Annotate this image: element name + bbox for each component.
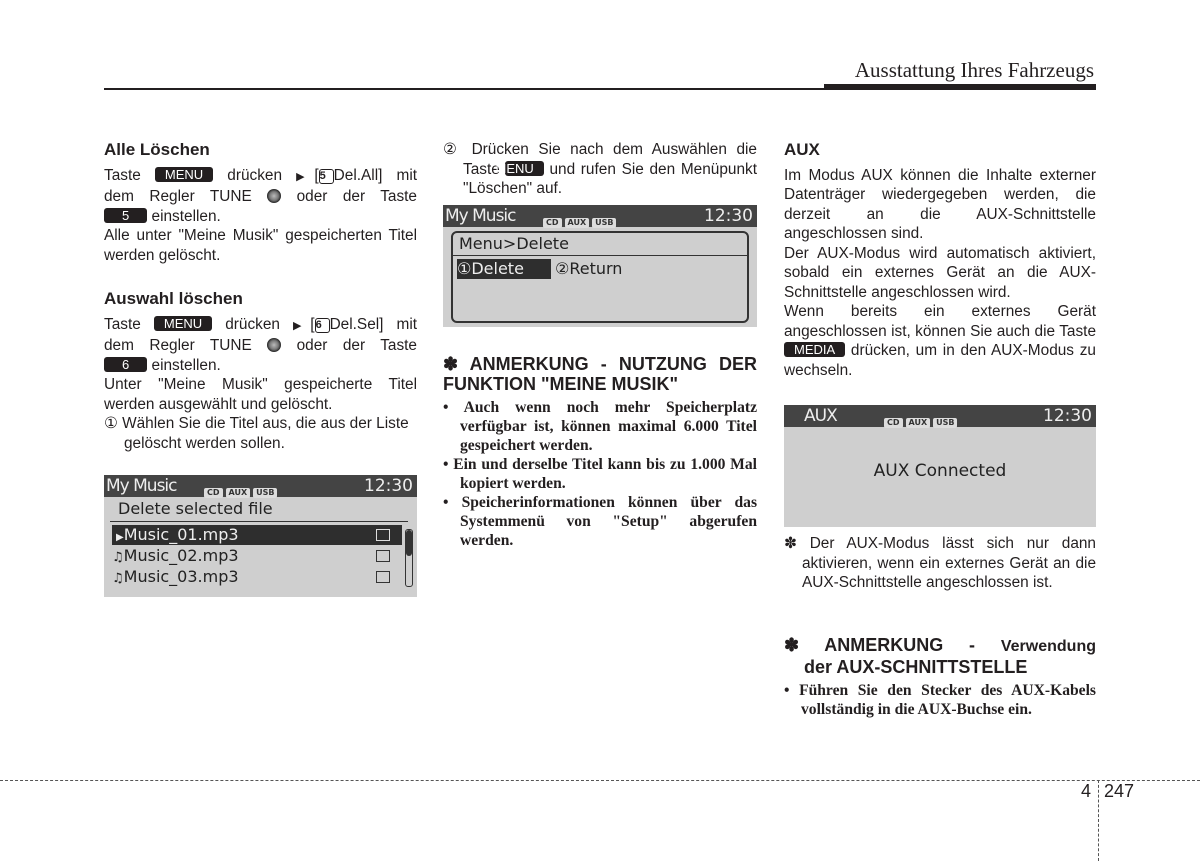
cd-badge: CD: [884, 418, 903, 428]
music-note-icon: ♫: [112, 571, 124, 586]
text: [: [314, 166, 319, 184]
aux-badge: AUX: [906, 418, 931, 428]
scrollbar[interactable]: [405, 529, 413, 587]
text: und rufen Sie den Menüpunkt "Löschen" auf.: [463, 160, 758, 197]
text: drücken: [227, 166, 283, 184]
key-5: 5: [104, 208, 147, 223]
tune-knob-icon: [267, 189, 281, 203]
source-badges: [543, 210, 619, 229]
scrollbar-thumb[interactable]: [406, 530, 412, 556]
running-header: Ausstattung Ihres Fahrzeugs: [854, 58, 1094, 82]
note-title: ANMERKUNG - NUTZUNG DER FUNKTION "MEINE MUSIK": [443, 354, 757, 394]
footnote: [784, 534, 1096, 593]
list-item[interactable]: [112, 567, 402, 587]
cd-badge: CD: [204, 488, 223, 498]
footer-dashed-divider: [1098, 780, 1099, 861]
screen-title-rule: [110, 521, 408, 522]
checkbox[interactable]: [376, 529, 390, 541]
number-6-icon: 6: [315, 318, 330, 333]
column-1: [104, 140, 417, 453]
paragraph-alle-loeschen-4: Alle unter "Meine Musik" gespeicherten Titel werden gelöscht.: [104, 227, 417, 264]
note-heading-line-2: der AUX-SCHNITTSTELLE: [804, 657, 1028, 677]
source-badges: [884, 410, 960, 429]
text: einstellen.: [151, 356, 221, 374]
delete-option[interactable]: [457, 259, 551, 279]
paragraph-alle-loeschen-1: [104, 166, 417, 188]
screen-status-bar: [784, 405, 1096, 427]
note-aux-schnittstelle: [784, 635, 1096, 719]
usb-badge: USB: [253, 488, 277, 498]
bullet-item: • Führen Sie den Stecker des AUX-Kabels vollständig in die AUX-Buchse ein.: [784, 682, 1096, 718]
option-label: Return: [569, 259, 623, 278]
screen-app-title: My Music: [106, 476, 177, 496]
dialog-path: Menu>Delete: [459, 234, 569, 253]
step-1-number: ①: [104, 415, 118, 432]
heading-auswahl-loeschen: Auswahl löschen: [104, 289, 243, 308]
paragraph-alle-loeschen-3: [104, 207, 417, 227]
right-triangle-icon: ▶: [293, 319, 311, 332]
screen-clock: 12:30: [364, 476, 413, 496]
paragraph-auswahl-3: [104, 356, 417, 376]
list-item[interactable]: [112, 546, 402, 566]
return-option[interactable]: [555, 259, 622, 279]
screen-status-bar: [443, 205, 757, 227]
header-tab: [824, 84, 1096, 90]
aux-footnote: [784, 534, 1096, 593]
cursor-triangle-icon: ▶: [116, 532, 124, 543]
checkbox[interactable]: [376, 571, 390, 583]
section-number: 4: [1081, 781, 1092, 801]
menu-key: MENU: [154, 316, 212, 331]
file-name: Music_02.mp3: [123, 546, 239, 565]
screen-menu-delete: [443, 205, 757, 327]
source-badges: [204, 480, 280, 499]
paragraph-auswahl-2: [104, 336, 417, 356]
screen-delete-selected-file: [104, 475, 417, 597]
note-subtitle: Verwendung: [1000, 638, 1096, 655]
text: drücken, um in den AUX-Modus zu wechseln.: [784, 342, 1096, 379]
text: [: [310, 315, 315, 333]
note-bullets: [784, 681, 1096, 719]
aux-badge: AUX: [226, 488, 251, 498]
usb-badge: USB: [933, 418, 957, 428]
bullet-item: • Speicherinformationen können über das Systemmenü von "Setup" abgerufen werden.: [443, 494, 758, 549]
note-heading: [443, 354, 757, 394]
step-1: [104, 414, 417, 453]
step-2: [443, 140, 757, 199]
list-item[interactable]: [112, 525, 402, 545]
aux-status-message: AUX Connected: [873, 461, 1007, 481]
usb-badge: USB: [592, 218, 616, 228]
menu-key: MENU: [505, 161, 543, 176]
text: Taste: [104, 315, 141, 333]
aux-badge: AUX: [565, 218, 590, 228]
note-meine-musik: [443, 354, 757, 550]
paragraph-alle-loeschen-2: [104, 187, 417, 207]
footnote-text: Der AUX-Modus lässt sich nur dann aktivieren, wenn ein externes Gerät an die AUX-Schnittstelle angeschlossen ist.: [802, 535, 1096, 591]
paragraph-auswahl-1: [104, 315, 417, 337]
note-title: ANMERKUNG -: [824, 635, 976, 655]
option-2-number: ②: [555, 259, 570, 278]
bullet-text: Speicherinformationen können über das Systemmenü von "Setup" abgerufen werden.: [460, 494, 758, 549]
note-heading: [784, 635, 1096, 657]
text: oder der Taste: [296, 188, 417, 205]
paragraph-aux-2: Der AUX-Modus wird automatisch aktiviert, sobald ein externes Gerät an die AUX-Schnittstelle angeschlossen wird.: [784, 244, 1096, 301]
bullet-item: • Ein und derselbe Titel kann bis zu 1.000 Mal kopiert werden.: [443, 456, 757, 492]
screen-app-title: AUX: [804, 406, 837, 426]
text: dem Regler TUNE: [104, 337, 252, 354]
music-note-icon: ♫: [112, 550, 124, 565]
text: Drücken Sie nach dem Auswählen die Taste: [463, 141, 757, 178]
right-triangle-icon: ▶: [296, 170, 315, 183]
bullet-text: Führen Sie den Stecker des AUX-Kabels vollständig in die AUX-Buchse ein.: [799, 682, 1096, 718]
text: oder der Taste: [296, 337, 417, 354]
text: Taste: [104, 166, 141, 184]
paragraph-aux-3: [784, 302, 1096, 380]
column-2: [443, 140, 757, 199]
text: einstellen.: [151, 207, 221, 225]
option-label: Delete: [471, 259, 524, 278]
column-3: [784, 140, 1096, 380]
text: dem Regler TUNE: [104, 188, 252, 205]
screen-app-title: My Music: [445, 206, 516, 226]
tune-knob-icon: [267, 338, 281, 352]
text: drücken: [225, 315, 280, 333]
asterisk-icon: ✽: [443, 354, 459, 374]
file-name: Music_03.mp3: [123, 567, 239, 586]
asterisk-icon: ✽: [784, 535, 797, 552]
bullet-item: • Auch wenn noch mehr Speicherplatz verfügbar ist, können maximal 6.000 Titel gespeichert werden.: [443, 399, 757, 454]
screen-clock: 12:30: [704, 206, 753, 226]
screen-heading: Delete selected file: [118, 499, 273, 518]
paragraph-auswahl-4: Unter "Meine Musik" gespeicherte Titel werden ausgewählt und gelöscht.: [104, 376, 417, 413]
screen-clock: 12:30: [1043, 406, 1092, 426]
checkbox[interactable]: [376, 550, 390, 562]
page-number: 247: [1104, 781, 1135, 801]
option-1-number: ①: [457, 259, 472, 278]
text: Del.Sel] mit: [329, 315, 418, 333]
note-bullets: [443, 398, 757, 550]
asterisk-icon: ✽: [784, 635, 800, 655]
cd-badge: CD: [543, 218, 562, 228]
file-name: Music_01.mp3: [123, 525, 239, 544]
dialog-rule: [453, 255, 747, 256]
bullet-text: Ein und derselbe Titel kann bis zu 1.000 Mal kopiert werden.: [453, 456, 757, 492]
number-5-icon: 5: [319, 169, 334, 184]
text: Del.All] mit: [333, 166, 418, 184]
screen-aux-connected: [784, 405, 1096, 527]
text: Wenn bereits ein externes Gerät angeschlossen ist, können Sie auch die Taste: [784, 303, 1096, 340]
dialog-box: [451, 231, 749, 323]
menu-key: MENU: [155, 167, 213, 182]
heading-aux: AUX: [784, 140, 820, 159]
key-6: 6: [104, 357, 147, 372]
step-1-text: Wählen Sie die Titel aus, die aus der Liste gelöscht werden sollen.: [122, 415, 409, 452]
footer-dashed-line: [0, 780, 1200, 781]
heading-alle-loeschen: Alle Löschen: [104, 140, 210, 159]
step-2-number: ②: [443, 141, 463, 158]
bullet-text: Auch wenn noch mehr Speicherplatz verfügbar ist, können maximal 6.000 Titel gespeichert werden.: [460, 399, 757, 454]
paragraph-aux-1: Im Modus AUX können die Inhalte externer Datenträger wiedergegeben werden, die derzeit an die AUX-Schnittstelle angeschlossen sind.: [784, 166, 1096, 242]
media-key: MEDIA: [784, 342, 845, 357]
screen-status-bar: [104, 475, 417, 497]
